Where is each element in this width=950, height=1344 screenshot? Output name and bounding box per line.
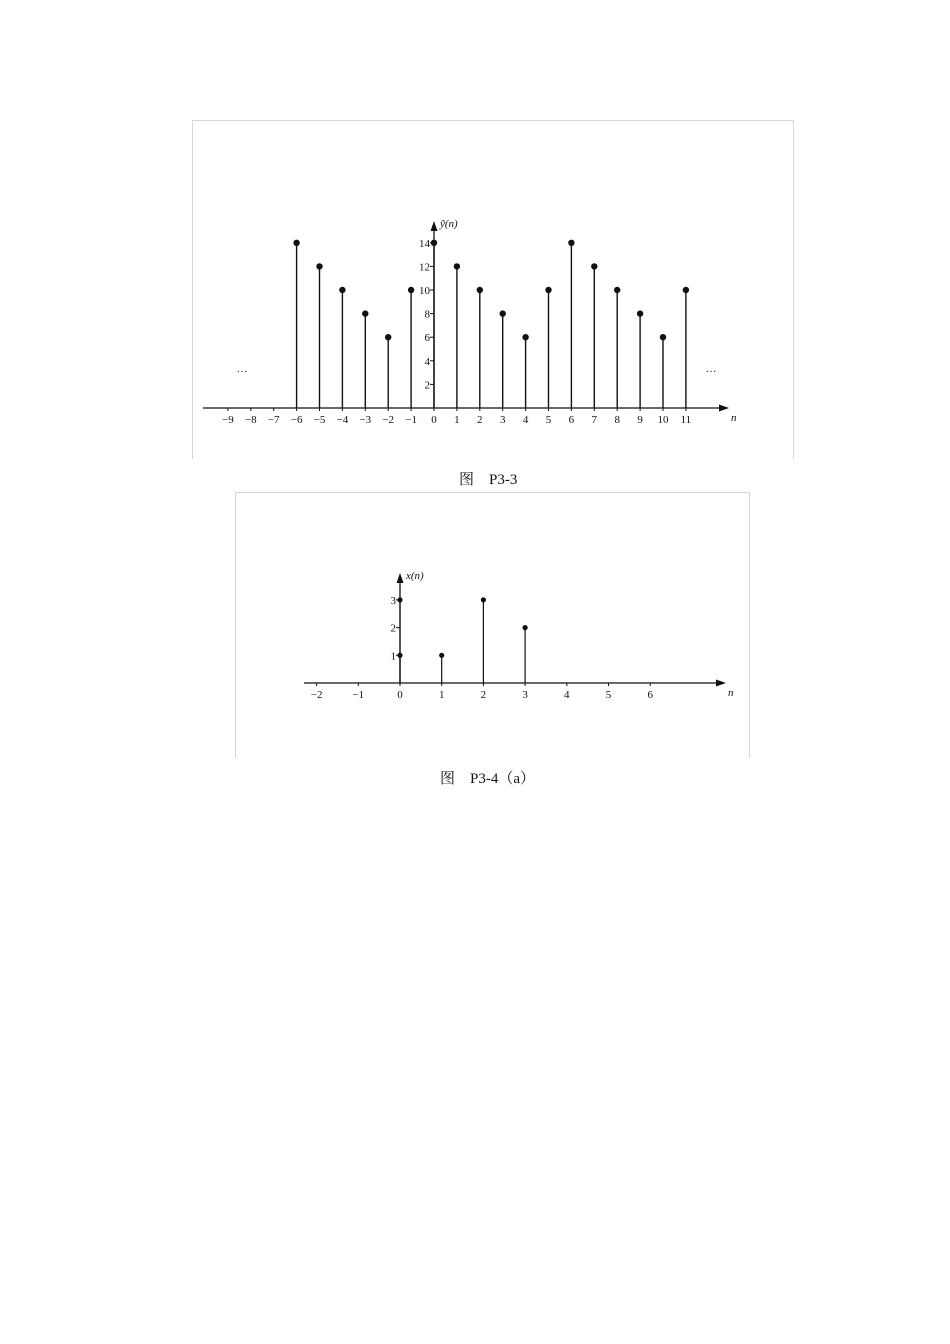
y-axis-label: ỹ(n) xyxy=(440,218,458,230)
ellipsis-left: ··· xyxy=(236,366,248,378)
y-tick-label: 8 xyxy=(424,308,430,321)
y-tick-label: 12 xyxy=(419,261,430,274)
x-axis-label: n xyxy=(731,412,737,424)
stem-point xyxy=(522,334,528,340)
stem-point xyxy=(362,310,368,316)
x-tick-label: 3 xyxy=(499,414,506,426)
x-tick-label: 3 xyxy=(522,689,528,701)
stem-point xyxy=(339,287,345,293)
stem-point xyxy=(477,287,483,293)
y-tick-label: 6 xyxy=(424,332,430,345)
stem-point xyxy=(316,263,322,269)
x-axis-arrow xyxy=(716,680,726,687)
y-tick-label: 10 xyxy=(419,285,430,297)
x-tick-label: −7 xyxy=(267,414,280,426)
x-tick-label: 2 xyxy=(480,689,487,701)
x-tick-label: −1 xyxy=(352,689,365,701)
caption-p3-4a: 图 P3-4（a） xyxy=(440,771,535,787)
chart-p3-4a xyxy=(236,493,749,758)
x-tick-label: 5 xyxy=(545,414,552,426)
x-tick-label: 8 xyxy=(614,414,620,426)
x-tick-label: 4 xyxy=(564,689,570,701)
stem-point xyxy=(408,287,414,293)
x-tick-label: −8 xyxy=(244,414,257,426)
stem-point xyxy=(545,287,551,293)
y-tick-label: 14 xyxy=(419,237,430,250)
x-axis-arrow xyxy=(719,405,729,412)
stem-point xyxy=(397,653,402,658)
x-tick-label: 6 xyxy=(647,689,653,701)
y-tick-label: 1 xyxy=(390,650,396,663)
x-tick-label: −9 xyxy=(222,414,234,426)
x-tick-label: 9 xyxy=(637,414,643,426)
figure-p3-4a xyxy=(235,492,750,758)
x-tick-label: 2 xyxy=(477,414,483,426)
caption-p3-3: 图 P3-3 xyxy=(459,472,518,488)
y-tick-label: 2 xyxy=(424,379,430,392)
x-tick-label: 0 xyxy=(397,689,403,701)
stem-point xyxy=(591,263,597,269)
y-axis-label: x(n) xyxy=(406,570,424,582)
x-tick-label: −4 xyxy=(336,414,349,426)
x-tick-label: 11 xyxy=(680,414,692,426)
stem-point xyxy=(660,334,666,340)
y-axis-arrow xyxy=(397,573,404,583)
stem-point xyxy=(481,597,486,602)
figure-p3-3 xyxy=(192,120,794,459)
y-tick-label: 3 xyxy=(390,594,396,607)
stem-point xyxy=(568,240,574,246)
stem-point xyxy=(397,597,402,602)
x-tick-label: 1 xyxy=(438,689,445,701)
chart-p3-3 xyxy=(193,121,793,459)
x-tick-label: −5 xyxy=(313,414,326,426)
y-axis-arrow xyxy=(431,221,438,231)
y-tick-label: 2 xyxy=(390,622,396,635)
x-tick-label: 0 xyxy=(431,414,437,426)
stem-point xyxy=(500,310,506,316)
x-tick-label: 4 xyxy=(522,414,529,426)
y-tick-label: 4 xyxy=(424,355,430,368)
stem-point xyxy=(614,287,620,293)
stem-point xyxy=(293,240,299,246)
stem-point xyxy=(385,334,391,340)
x-tick-label: 10 xyxy=(657,414,669,426)
x-tick-label: −2 xyxy=(310,689,323,701)
stem-point xyxy=(454,263,460,269)
ellipsis-right: ··· xyxy=(705,366,717,378)
x-tick-label: −3 xyxy=(359,414,372,426)
x-tick-label: 7 xyxy=(591,414,598,426)
stem-point xyxy=(431,240,437,246)
x-tick-label: −2 xyxy=(382,414,395,426)
x-tick-label: 5 xyxy=(605,689,612,701)
x-tick-label: −6 xyxy=(290,414,303,426)
x-tick-label: 1 xyxy=(454,414,460,426)
x-tick-label: 6 xyxy=(568,414,575,426)
stem-point xyxy=(683,287,689,293)
x-tick-label: −1 xyxy=(405,414,417,426)
stem-point xyxy=(439,653,444,658)
stem-point xyxy=(637,310,643,316)
stem-point xyxy=(523,625,528,630)
x-axis-label: n xyxy=(728,687,734,699)
